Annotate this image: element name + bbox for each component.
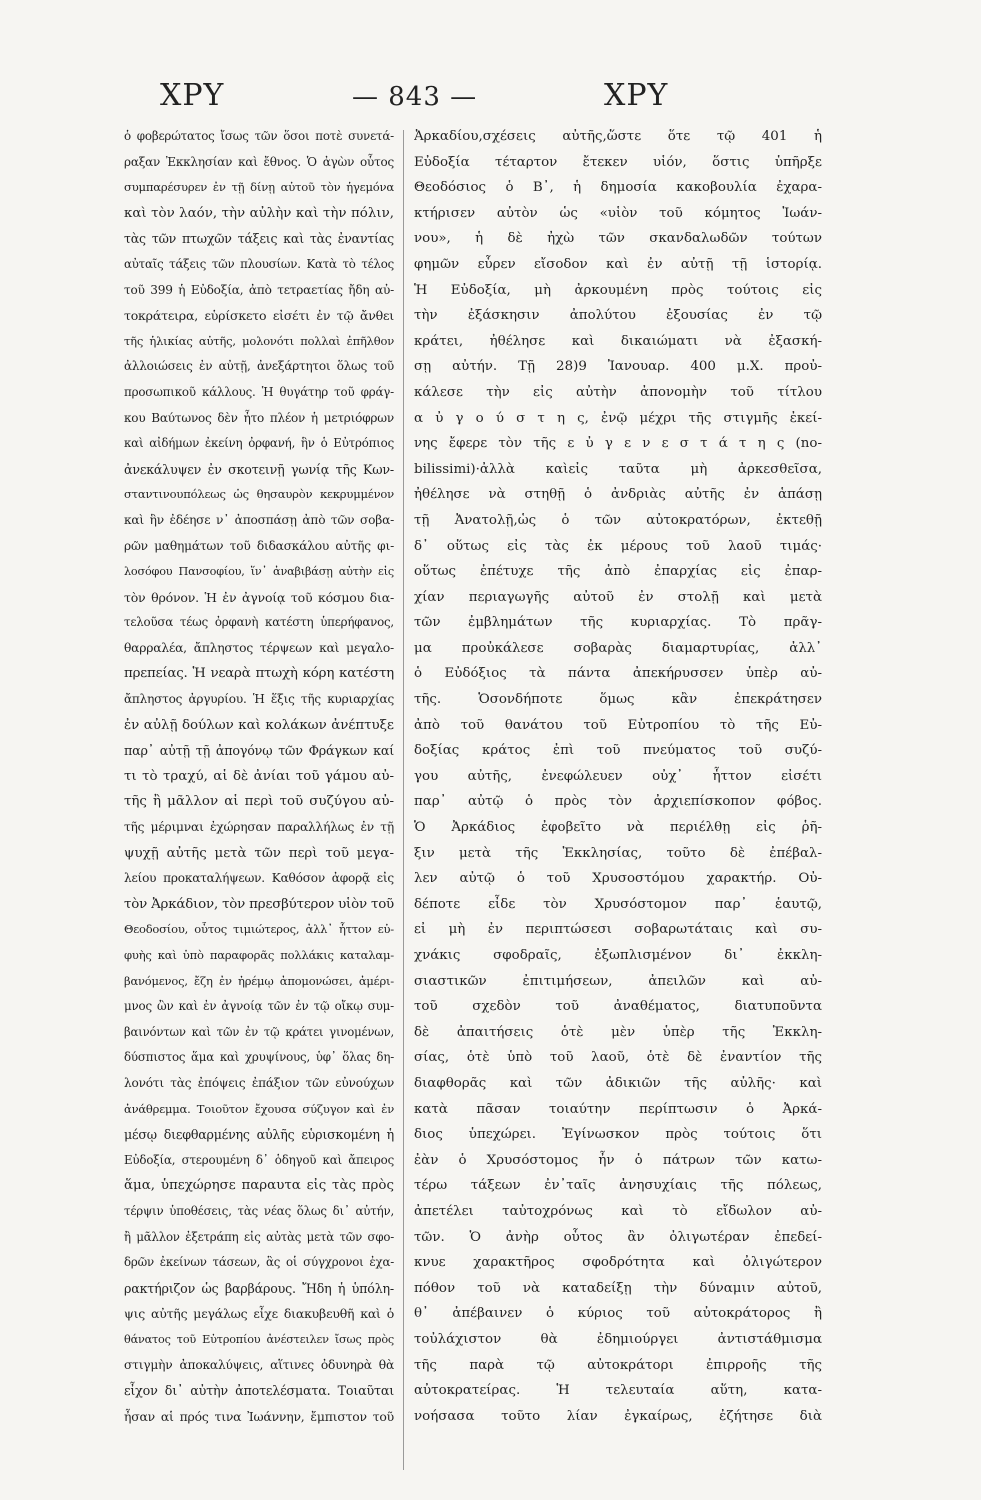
text-line: Εὐδοξία τέταρτον ἔτεκεν υἱόν, ὅστις ὑπῆρξε — [414, 154, 822, 170]
left-text-column — [124, 124, 394, 1429]
text-line: κου Βαύτωνος δὲν ἦτο πλέον ἡ μετριόφρων — [124, 410, 394, 425]
text-line: παρ᾿ αὐτῇ τῇ ἀπογόνῳ τῶν Φράγκων καί — [124, 743, 394, 759]
text-line: κτήρισεν αὐτὸν ὡς «υἱὸν τοῦ κόμητος Ἰωάν- — [414, 205, 822, 221]
running-head-right: ΧΡΥ — [604, 78, 669, 113]
text-line: δρῶν ἐκείνων τάσεων, ἃς οἱ σύγχρονοι ἐχα- — [124, 1255, 394, 1270]
text-line: ἀλλοιώσεις ἐν αὐτῇ, ἀνεξάρτητοι ὅλως τοῦ — [124, 359, 394, 374]
text-line: ξιν μετὰ τῆς Ἐκκλησίας, τοῦτο δὲ ἐπέβαλ- — [414, 845, 822, 861]
text-line: στιγμὴν ἀποκαλύψεις, αἵτινες ὀδυνηρὰ θὰ — [124, 1357, 394, 1372]
text-line: μα προὐκάλεσε σοβαρὰς διαμαρτυρίας, ἀλλ᾿ — [414, 640, 822, 656]
text-line: φυὴς καὶ ὑπὸ παραφορᾶς πολλάκις καταλαμ- — [124, 948, 394, 962]
column-divider — [403, 130, 404, 1470]
text-line: δ᾿ οὕτως εἰς τὰς ἐκ μέρους τοῦ λαοῦ τιμάς· — [414, 538, 822, 554]
text-line: ὁ Εὐδόξιος τὰ πάντα ἀπεκήρυσσεν ὑπὲρ αὐ- — [414, 666, 822, 682]
text-line: ἀπὸ τοῦ θανάτου τοῦ Εὐτροπίου τὸ τῆς Εὐ- — [414, 717, 822, 733]
text-line: χνάκις σφοδραῖς, ἐξωπλισμένον δι᾿ ἐκκλη- — [414, 948, 822, 963]
text-line: λονότι τὰς ἐπόψεις ἐπάξιον τῶν εὐνούχων — [124, 1075, 394, 1090]
text-line: τελοῦσα τέως ὀρφανὴ κατέστη ὑπερήφανος, — [124, 615, 394, 630]
text-line: κνυε χαρακτῆρος σφοδρότητα καὶ ὀλιγώτερον — [414, 1255, 822, 1271]
text-line: τῶν ἐμβλημάτων τῆς κυριαρχίας. Τὸ πρᾶγ- — [414, 615, 822, 631]
page-number: — 843 — — [352, 82, 478, 112]
text-line: μνος ὢν καὶ ἐν ἀγνοίᾳ τῶν ἐν τῷ οἴκῳ συμ- — [124, 999, 394, 1014]
text-line: ψις αὐτῆς μεγάλως εἶχε διακυβευθῆ καὶ ὁ — [124, 1306, 394, 1322]
text-line: λεν αὐτῷ ὁ τοῦ Χρυσοστόμου χαρακτήρ. Οὐ- — [414, 871, 822, 887]
text-line: τῶν. Ὁ ἀνὴρ οὗτος ἂν ὀλιγωτέραν ἐπεδεί- — [414, 1229, 822, 1245]
text-line: ἐν αὐλῇ δούλων καὶ κολάκων ἀνέπτυξε — [124, 717, 394, 733]
text-line: ἅμα, ὑπεχώρησε παραυτα εἰς τὰς πρὸς — [124, 1178, 394, 1194]
text-line: νης ἔφερε τὸν τῆς ε ὐ γ ε ν ε σ τ ά τ η ς (no- — [414, 436, 822, 452]
text-line: τῆς ἢ μᾶλλον αἱ περὶ τοῦ συζύγου αὐ- — [124, 794, 394, 810]
text-line: ρακτήριζον ὡς βαρβάρους. Ἤδη ἡ ὑπόλη- — [124, 1280, 394, 1296]
text-line: λοσόφου Πανσοφίου, ἵν᾿ ἀναβιβάσῃ αὐτὴν εἰς — [124, 565, 394, 579]
text-line: ραξαν Ἐκκλησίαν καὶ ἔθνος. Ὁ ἀγὼν οὗτος — [124, 154, 394, 169]
text-line: δέποτε εἶδε τὸν Χρυσόστομον παρ᾿ ἑαυτῷ, — [414, 896, 822, 912]
text-line: θάνατος τοῦ Εὐτροπίου ἀνέστειλεν ἴσως πρὸς — [124, 1332, 394, 1346]
text-line: Θεοδοσίου, οὗτος τιμιώτερος, ἀλλ᾿ ἧττον εὐ- — [124, 922, 394, 937]
text-line: τοῦ 399 ἡ Εὐδοξία, ἀπὸ τετραετίας ἤδη αὐ- — [124, 282, 394, 297]
text-line: κράτει, ἠθέλησε καὶ δικαιώματι νὰ ἐξασκή- — [414, 333, 822, 349]
text-line: ἄπληστος ἀργυρίου. Ἡ ἕξις τῆς κυριαρχίας — [124, 692, 394, 707]
text-line: πόθον τοῦ νὰ καταδείξῃ τὴν δύναμιν αὐτοῦ, — [414, 1280, 822, 1296]
right-text-column — [414, 124, 822, 1429]
text-line: δοξίας κράτος ἐπὶ τοῦ πνεύματος τοῦ συζύ- — [414, 743, 822, 759]
text-line: σῃ αὐτήν. Τῇ 28)9 Ἰανουαρ. 400 μ.Χ. προὐ- — [414, 359, 822, 375]
text-line: δὲ ἀπαιτήσεις ὁτὲ μὲν ὑπὲρ τῆς Ἐκκλη- — [414, 1024, 822, 1040]
text-line: ρῶν μαθημάτων τοῦ διδασκάλου αὐτῆς φι- — [124, 538, 394, 553]
text-line: τῆς. Ὁσονδήποτε ὅμως κἂν ἐπεκράτησεν — [414, 692, 822, 708]
text-line: ἦσαν αἱ πρός τινα Ἰωάννην, ἔμπιστον τοῦ — [124, 1408, 394, 1424]
text-line: ἀπετέλει ταὐτοχρόνως καὶ τὸ εἴδωλον αὐ- — [414, 1203, 822, 1219]
text-line: τι τὸ τραχύ, αἱ δὲ ἀνίαι τοῦ γάμου αὐ- — [124, 768, 394, 784]
text-line: α ὐ γ ο ύ σ τ η ς, ἐνῷ μέχρι τῆς στιγμῆς ἐκεί- — [414, 410, 822, 426]
text-line: τὴν ἐξάσκησιν ἀπολύτου ἐξουσίας ἐν τῷ — [414, 308, 822, 324]
text-line: αὐταῖς τάξεις τῶν πλουσίων. Κατὰ τὸ τέλος — [124, 256, 394, 271]
text-line: εἰ μὴ ἐν περιπτώσεσι σοβαρωτάταις καὶ συ- — [414, 922, 822, 938]
text-line: διαφθορᾶς καὶ τῶν ἀδικιῶν τῆς αὐλῆς· καὶ — [414, 1075, 822, 1091]
text-line: κατὰ πᾶσαν τοιαύτην περίπτωσιν ὁ Ἀρκά- — [414, 1101, 822, 1117]
text-line: νου», ἡ δὲ ἠχὼ τῶν σκανδαλωδῶν τούτων — [414, 231, 822, 247]
page-header — [0, 78, 981, 118]
text-line: καὶ αἰδήμων ἐκείνη ὀρφανή, ἣν ὁ Εὐτρόπιος — [124, 436, 394, 451]
text-line: χίαν περιαγωγῆς αὐτοῦ ἐν στολῇ καὶ μετὰ — [414, 589, 822, 605]
text-line: ἀνεκάλυψεν ἐν σκοτεινῇ γωνίᾳ τῆς Κων- — [124, 461, 394, 477]
text-line: σταντινουπόλεως ὡς θησαυρὸν κεκρυμμένον — [124, 487, 394, 502]
text-line: Ὁ Ἀρκάδιος ἐφοβεῖτο νὰ περιέλθῃ εἰς ῥῆ- — [414, 820, 822, 836]
text-line: θαρραλέα, ἄπληστος τέρψεων καὶ μεγαλο- — [124, 640, 394, 655]
text-line: τοὐλάχιστον θὰ ἐδημιούργει ἀντιστάθμισμα — [414, 1331, 822, 1347]
text-line: σιαστικῶν ἐπιτιμήσεων, ἀπειλῶν καὶ αὐ- — [414, 973, 822, 989]
text-line: ὁ φοβερώτατος ἴσως τῶν ὅσοι ποτὲ συνετά- — [124, 129, 394, 143]
text-line: ψυχῇ αὐτῆς μετὰ τῶν περὶ τοῦ μεγα- — [124, 845, 394, 861]
text-line: λείου προκαταλήψεων. Καθόσον ἀφορᾷ εἰς — [124, 871, 394, 886]
text-line: οὕτως ἐπέτυχε τῆς ἀπὸ ἐπαρχίας εἰς ἐπαρ- — [414, 564, 822, 580]
text-line: Ἡ Εὐδοξία, μὴ ἀρκουμένη πρὸς τούτοις εἰς — [414, 282, 822, 298]
text-line: τοῦ σχεδὸν τοῦ ἀναθέματος, διατυποῦντα — [414, 999, 822, 1015]
text-line: ἠθέλησε νὰ στηθῇ ὁ ἀνδριὰς αὐτῆς ἐν ἁπάσῃ — [414, 487, 822, 503]
text-line: παρ᾿ αὐτῷ ὁ πρὸς τὸν ἀρχιεπίσκοπον φόβος. — [414, 794, 822, 810]
text-line: τὸν Ἀρκάδιον, τὸν πρεσβύτερον υἱὸν τοῦ — [124, 896, 394, 912]
text-line: τέρψιν ὑποθέσεις, τὰς νέας ὅλως δι᾿ αὐτήν, — [124, 1203, 394, 1218]
text-line: Εὐδοξία, στερουμένη δ᾿ ὁδηγοῦ καὶ ἄπειρος — [124, 1152, 394, 1167]
text-line: καὶ τὸν λαόν, τὴν αὐλὴν καὶ τὴν πόλιν, — [124, 205, 394, 221]
text-line: βαινόντων καὶ τῶν ἐν τῷ κράτει γινομένων, — [124, 1024, 394, 1039]
text-line: πρεπείας. Ἡ νεαρὰ πτωχὴ κόρη κατέστη — [124, 666, 394, 682]
text-line: bilissimi)·ἀλλὰ καὶεἰς ταῦτα μὴ ἀρκεσθεῖσα, — [414, 461, 822, 477]
text-line: ἐὰν ὁ Χρυσόστομος ἦν ὁ πάτρων τῶν κατω- — [414, 1152, 822, 1168]
text-line: τῆς ἡλικίας αὐτῆς, μολονότι πολλαὶ ἐπῆλθον — [124, 333, 394, 348]
text-line: προσωπικοῦ κάλλους. Ἡ θυγάτηρ τοῦ φράγ- — [124, 384, 394, 399]
text-line: τὰς τῶν πτωχῶν τάξεις καὶ τὰς ἐναντίας — [124, 231, 394, 247]
text-line: τέρω τάξεων ἐν᾿ταῖς ἀνησυχίαις τῆς πόλεως, — [414, 1178, 822, 1194]
text-line: Ἀρκαδίου,σχέσεις αὐτῆς,ὥστε ὅτε τῷ 401 ἡ — [414, 129, 822, 144]
text-line: καὶ ἣν ἐδέησε ν᾿ ἀποσπάσῃ ἀπὸ τῶν σοβα- — [124, 512, 394, 527]
running-head-left: ΧΡΥ — [160, 78, 225, 113]
text-line: ἢ μᾶλλον ἐξετράπη εἰς αὐτὰς μετὰ τῶν σφο- — [124, 1229, 394, 1244]
text-line: τὸν θρόνον. Ἡ ἐν ἀγνοίᾳ τοῦ κόσμου δια- — [124, 589, 394, 605]
text-line: τῇ Ἀνατολῇ,ὡς ὁ τῶν αὐτοκρατόρων, ἐκτεθῇ — [414, 512, 822, 528]
text-line: ἀνάθρεμμα. Τοιοῦτον ἔχουσα σύζυγον καὶ ἐν — [124, 1101, 394, 1116]
text-line: δύσπιστος ἅμα καὶ χρυψίνους, ὑφ᾿ ὅλας δη- — [124, 1050, 394, 1065]
text-line: σίας, ὁτὲ ὑπὸ τοῦ λαοῦ, ὁτὲ δὲ ἐναντίον τῆς — [414, 1050, 822, 1066]
text-line: νοήσασα τοῦτο λίαν ἐγκαίρως, ἐζήτησε διὰ — [414, 1408, 822, 1424]
text-line: συμπαρέσυρεν ἐν τῇ δίνῃ αὐτοῦ τὸν ἡγεμόνα — [124, 180, 394, 195]
text-line: μέσῳ διεφθαρμένης αὐλῆς εὑρισκομένη ἡ — [124, 1127, 394, 1143]
text-line: κάλεσε τὴν εἰς αὐτὴν ἀπονομὴν τοῦ τίτλου — [414, 384, 822, 400]
text-line: τοκράτειρα, εὑρίσκετο εἰσέτι ἐν τῷ ἄνθει — [124, 308, 394, 324]
text-line: εἶχον δι᾿ αὐτὴν ἀποτελέσματα. Τοιαῦται — [124, 1383, 394, 1399]
text-line: φημῶν εὗρεν εἴσοδον καὶ ἐν αὐτῇ τῇ ἱστορίᾳ. — [414, 256, 822, 272]
text-line: διος ὑπεχώρει. Ἐγίνωσκον πρὸς τούτοις ὅτι — [414, 1127, 822, 1143]
text-line: γου αὐτῆς, ἐνεφώλευεν οὐχ᾿ ἧττον εἰσέτι — [414, 768, 822, 784]
text-line: τῆς μέριμναι ἐχώρησαν παραλλήλως ἐν τῇ — [124, 820, 394, 835]
text-line: τῆς παρὰ τῷ αὐτοκράτορι ἐπιρροῆς τῆς — [414, 1357, 822, 1373]
text-line: αὐτοκρατείρας. Ἡ τελευταία αὕτη, κατα- — [414, 1383, 822, 1399]
text-line: θ᾿ ἀπέβαινεν ὁ κύριος τοῦ αὐτοκράτορος ἢ — [414, 1306, 822, 1322]
text-line: Θεοδόσιος ὁ Β᾿, ἡ δημοσία κακοβουλία ἐχαρα- — [414, 180, 822, 196]
text-line: βανόμενος, ἔζη ἐν ἠρέμῳ ἀπομονώσει, ἀμέρι- — [124, 973, 394, 988]
